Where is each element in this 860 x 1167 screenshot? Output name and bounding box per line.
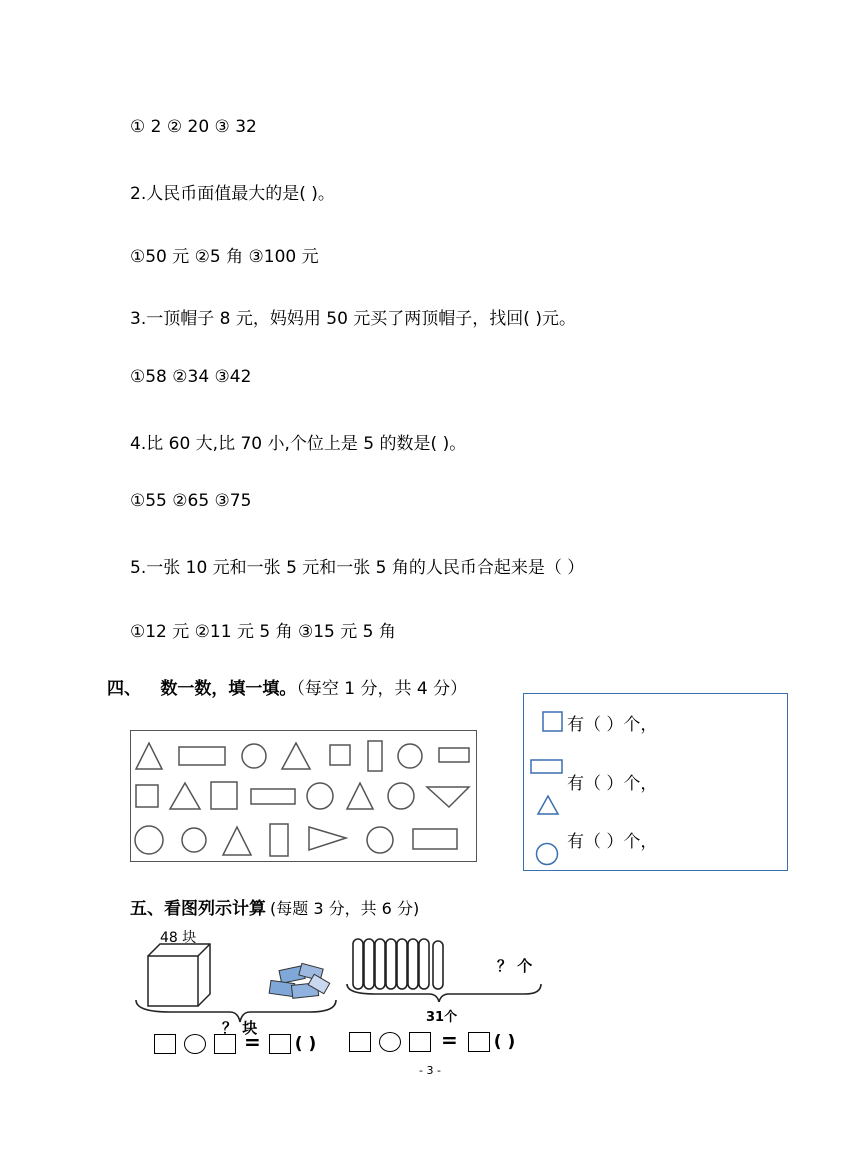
answer-box <box>523 693 788 871</box>
circle-icon <box>535 842 559 866</box>
shapes-picture <box>130 730 477 862</box>
section-5-heading <box>130 894 419 919</box>
right-equation <box>345 1028 515 1052</box>
rectangle-shape <box>413 829 457 849</box>
question-4: 4.比 60 大,比 70 小,个位上是 5 的数是( )。 <box>130 434 467 454</box>
cube-icon <box>148 944 210 1006</box>
square-shape <box>136 785 158 807</box>
right-total-label: 31个 <box>426 1010 458 1025</box>
answer-box[interactable] <box>468 1032 490 1052</box>
rectangle-count-text: 有（ ）个， <box>567 774 658 794</box>
triangle-shape <box>347 783 373 809</box>
section-5-note: (每题 3 分，共 6 分) <box>270 899 420 918</box>
rectangle-shape <box>179 747 225 765</box>
operator-circle[interactable] <box>184 1034 206 1054</box>
triangle-icon <box>536 794 560 816</box>
question-1-options: ① 2 ② 20 ③ 32 <box>130 117 257 137</box>
page-number: - 3 - <box>419 1064 441 1077</box>
circle-shape <box>388 783 414 809</box>
section-4-number: 四、 <box>107 679 141 699</box>
circle-shape <box>242 744 266 768</box>
rectangle-shape <box>270 824 288 856</box>
equals-sign: = <box>244 1030 261 1054</box>
question-3: 3.一顶帽子 8 元，妈妈用 50 元买了两顶帽子，找回( )元。 <box>130 309 576 329</box>
rectangle-icon <box>530 759 564 775</box>
equals-sign: = <box>441 1028 458 1052</box>
section-5-title: 五、看图列示计算 <box>130 899 266 919</box>
square-shape <box>211 782 237 809</box>
blank-box[interactable] <box>349 1032 371 1052</box>
circle-shape <box>398 744 422 768</box>
circle-shape <box>307 783 333 809</box>
question-2: 2.人民币面值最大的是( )。 <box>130 184 335 204</box>
square-shape <box>330 745 350 765</box>
triangle-shape <box>282 743 310 769</box>
question-4-options: ①55 ②65 ③75 <box>130 491 252 511</box>
eraser-group-icon <box>269 963 330 998</box>
unit-paren: ( ) <box>493 1032 516 1052</box>
shapes-drawing <box>131 731 478 863</box>
square-count-text: 有（ ）个， <box>567 715 658 735</box>
right-unknown-label: ？ 个 <box>497 957 533 975</box>
circle-shape <box>367 827 393 853</box>
blank-box[interactable] <box>154 1034 176 1054</box>
triangle-shape <box>309 827 346 850</box>
rectangle-shape <box>251 789 295 804</box>
operator-circle[interactable] <box>379 1032 401 1052</box>
question-3-options: ①58 ②34 ③42 <box>130 367 252 387</box>
circle-shape <box>182 828 206 852</box>
triangle-shape <box>427 787 469 807</box>
blank-box[interactable] <box>214 1034 236 1054</box>
triangle-shape <box>136 743 162 769</box>
section-4-title: 数一数，填一填。 <box>160 679 297 699</box>
left-equation <box>150 1030 316 1054</box>
unit-paren: ( ) <box>294 1034 317 1054</box>
circle-shape <box>135 826 163 854</box>
answer-box[interactable] <box>269 1034 291 1054</box>
triangle-shape <box>223 827 251 855</box>
section-4-heading <box>107 674 467 699</box>
question-2-options: ①50 元 ②5 角 ③100 元 <box>130 247 319 267</box>
question-5-options: ①12 元 ②11 元 5 角 ③15 元 5 角 <box>130 622 396 642</box>
cube-quantity-label: 48 块 <box>160 930 197 946</box>
section-4-note: （每空 1 分，共 4 分） <box>296 679 468 699</box>
question-5: 5.一张 10 元和一张 5 元和一张 5 角的人民币合起来是（ ） <box>130 558 585 578</box>
circle-count-text: 有（ ）个， <box>567 832 658 852</box>
square-icon <box>542 711 564 733</box>
blank-box[interactable] <box>409 1032 431 1052</box>
rectangle-shape <box>439 748 469 762</box>
triangle-shape <box>170 783 200 809</box>
rectangle-shape <box>368 741 382 771</box>
left-unknown-label: ？ 块 <box>222 1019 258 1037</box>
